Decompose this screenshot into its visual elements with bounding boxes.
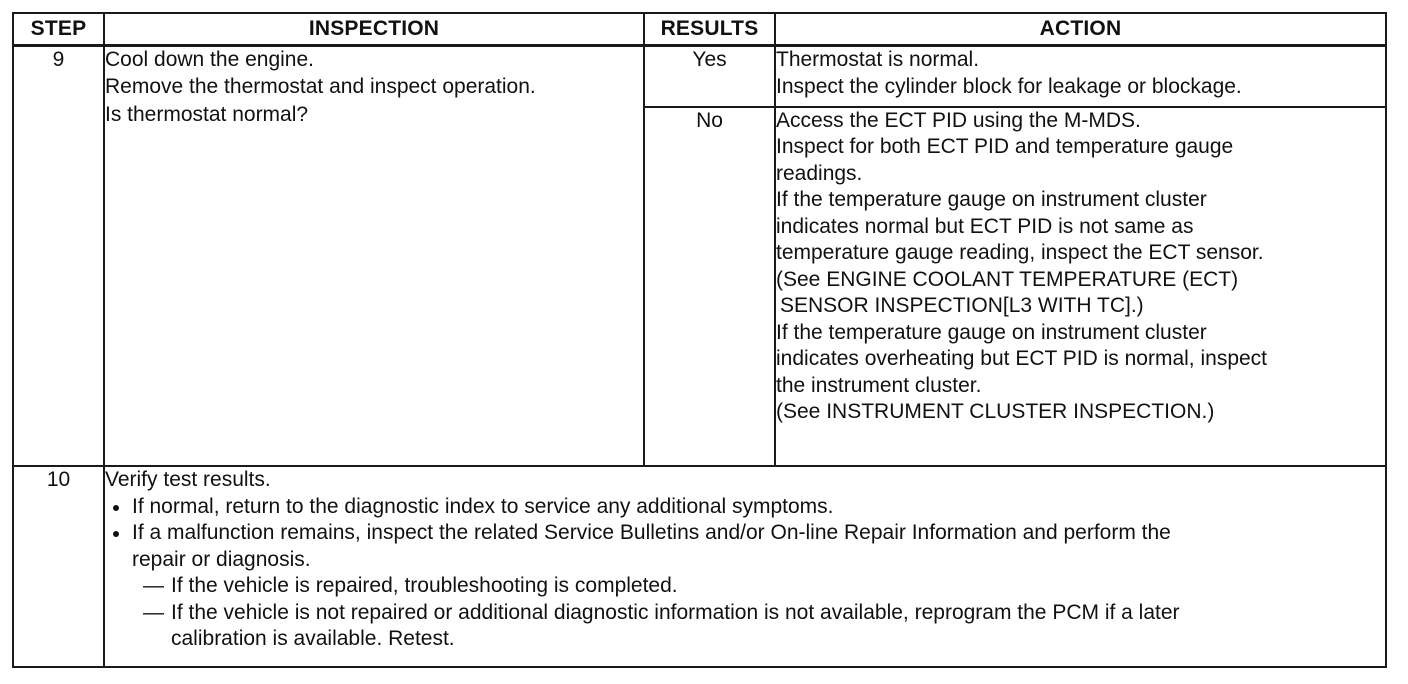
action-line: readings. — [776, 161, 863, 185]
sub-item-text: If the vehicle is repaired, troubleshooting is completed. — [171, 574, 678, 598]
header-results: RESULTS — [644, 13, 775, 46]
sub-item-text: If the vehicle is not repaired or additional diagnostic information is not available, reprogram the PCM if a later — [171, 600, 1180, 624]
table-row-step9-yes — [13, 46, 1386, 107]
table-row-step10 — [13, 466, 1386, 667]
action-line: Thermostat is normal. — [776, 48, 980, 71]
action-line: Inspect for both ECT PID and temperature gauge — [776, 135, 1234, 159]
header-step: STEP — [13, 13, 104, 46]
action-line: the instrument cluster. — [776, 373, 982, 397]
header-inspection: INSPECTION — [104, 13, 644, 46]
step-number-9: 9 — [13, 46, 104, 467]
bullet-text: If a malfunction remains, inspect the related Service Bulletins and/or On-line Repair Information and perform the — [132, 521, 1171, 545]
diagnostic-table — [12, 12, 1387, 668]
result-yes: Yes — [644, 46, 775, 107]
action-line-reference: SENSOR INSPECTION[L3 WITH TC].) — [780, 294, 1144, 318]
step10-bullet-list — [105, 494, 1385, 574]
inspection-line: Remove the thermostat and inspect operation. — [105, 74, 536, 98]
step10-intro: Verify test results. — [105, 468, 271, 492]
header-action: ACTION — [775, 13, 1386, 46]
inspection-line: Cool down the engine. — [105, 48, 314, 71]
action-line: temperature gauge reading, inspect the ECT sensor. — [776, 241, 1264, 265]
bullet-icon — [113, 505, 119, 511]
dash-icon: — — [143, 574, 164, 598]
table-header-row — [13, 13, 1386, 46]
inspection-line: Is thermostat normal? — [105, 103, 309, 126]
bullet-text: repair or diagnosis. — [132, 547, 311, 571]
action-line: If the temperature gauge on instrument cluster — [776, 188, 1207, 212]
dash-icon: — — [143, 600, 164, 624]
bullet-icon — [113, 531, 119, 537]
action-line: Access the ECT PID using the M-MDS. — [776, 108, 1141, 132]
action-line-reference: (See INSTRUMENT CLUSTER INSPECTION.) — [776, 400, 1215, 424]
action-line: If the temperature gauge on instrument cluster — [776, 320, 1207, 344]
inspection-cell-step10 — [104, 466, 1386, 667]
action-line: indicates normal but ECT PID is not same as — [776, 214, 1194, 238]
step-number-10: 10 — [13, 466, 104, 667]
action-line-reference: (See ENGINE COOLANT TEMPERATURE (ECT) — [776, 267, 1239, 291]
sub-list-item — [105, 600, 1385, 627]
bullet-text: If normal, return to the diagnostic index to service any additional symptoms. — [132, 494, 834, 518]
list-item — [105, 494, 1385, 521]
list-item — [105, 520, 1385, 573]
sub-list-item-continuation — [105, 626, 1385, 653]
action-line: Inspect the cylinder block for leakage or blockage. — [776, 74, 1242, 98]
result-no: No — [644, 107, 775, 466]
diagnostic-procedure-sheet — [12, 12, 1385, 668]
action-cell-no — [775, 107, 1386, 466]
action-cell-yes — [775, 46, 1386, 107]
inspection-cell-step9 — [104, 46, 644, 467]
action-line: indicates overheating but ECT PID is normal, inspect — [776, 347, 1268, 371]
sub-list-item — [105, 573, 1385, 600]
sub-item-text: calibration is available. Retest. — [171, 627, 455, 651]
